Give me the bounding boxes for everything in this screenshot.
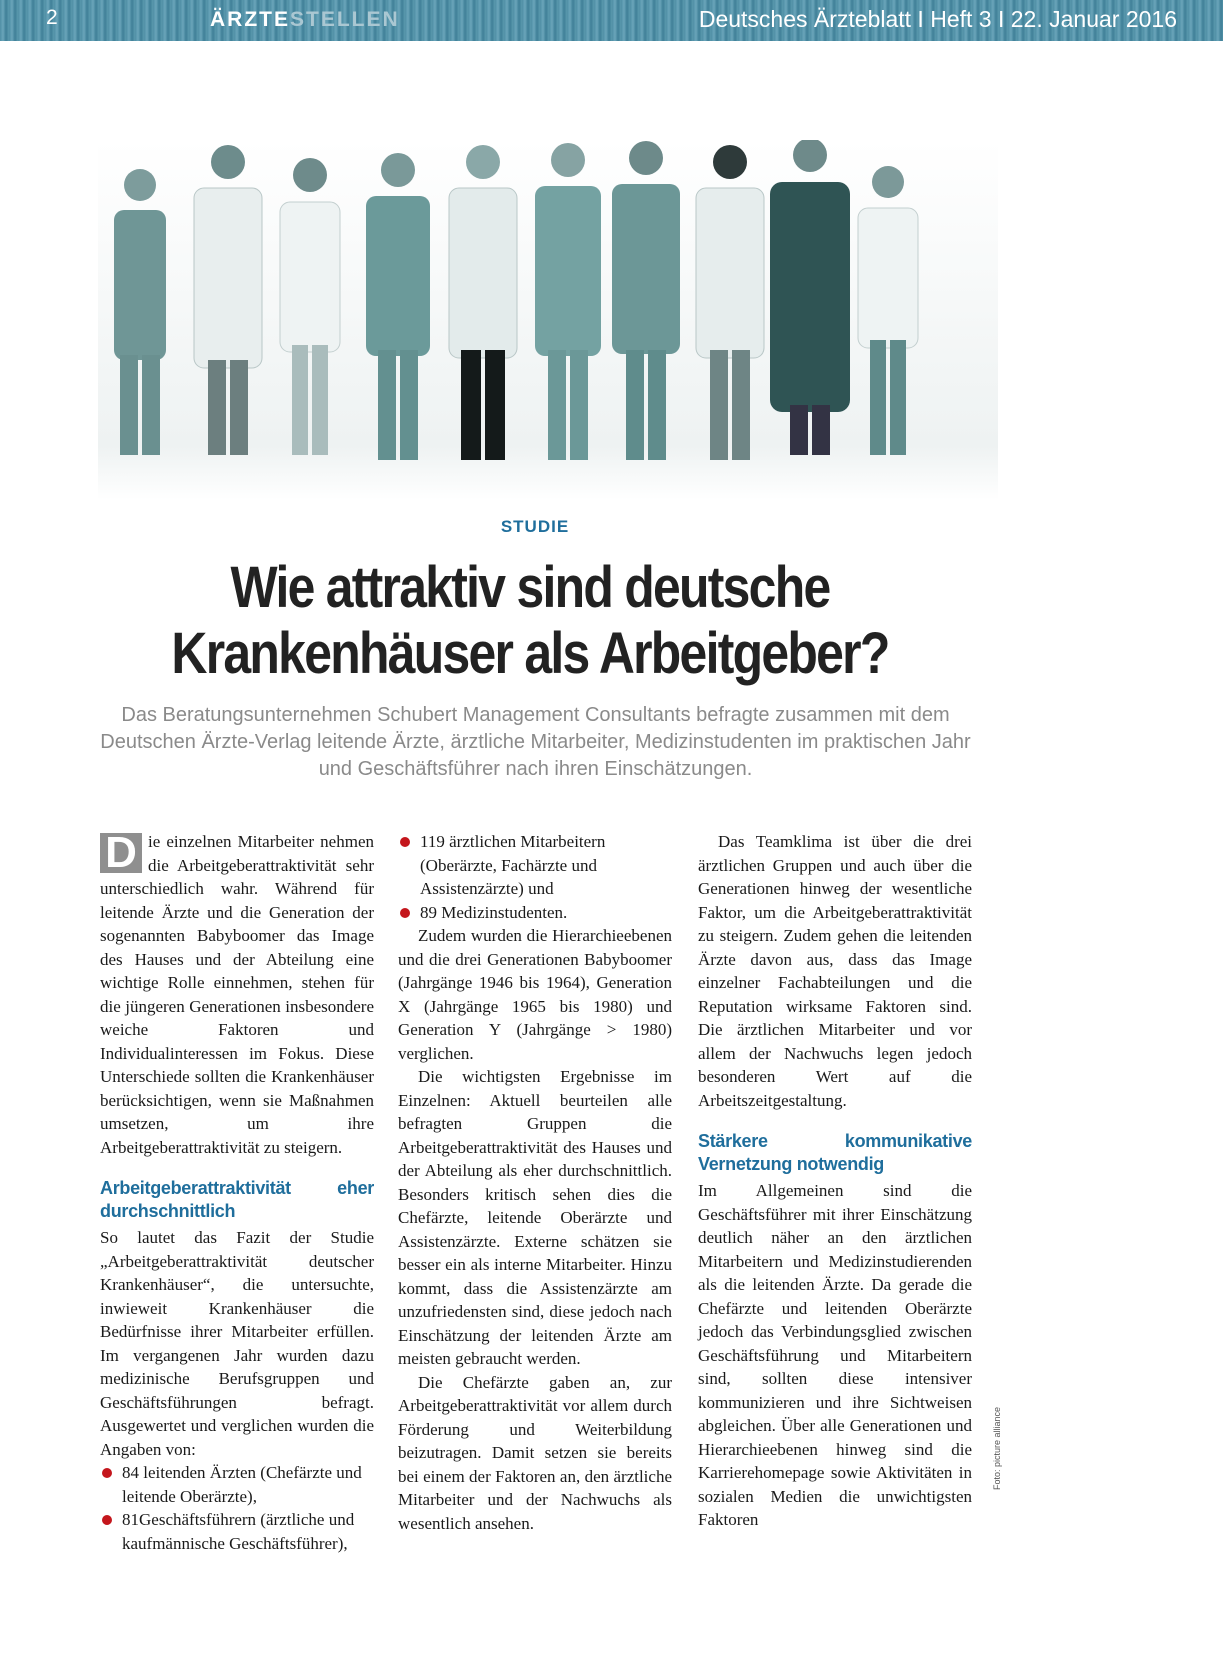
list-item-text: 89 Medizinstudenten. (420, 902, 568, 922)
drop-cap: D (100, 833, 142, 873)
paragraph: Zudem wurden die Hierarchieebenen und die drei Generationen Babyboomer (Jahrgänge 1946 bis 1964), Generation X (Jahrgänge 1965 bis 1980) und Generation Y (Jahrgänge > 1980) verglichen. (398, 926, 672, 1063)
paragraph: Im Allgemeinen sind die Geschäftsführer mit ihrer Einschätzung deutlich näher an den ärztlichen Mitarbeitern und Medizinstudierenden als die leitenden Ärzte. Da gerade die Chefärzte und leitenden Oberärzte jedoch das Verbindungsglied zwischen Geschäftsführung und Mitarbeitern sind, sollten diese intensiver kommunizieren und ihre Sichtweisen abgleichen. Über alle Generationen und Hierarchieebenen hinweg sind die Karrierehomepage sowie Aktivitäten in sozialen Medien die unwichtigsten Faktoren (698, 1181, 972, 1529)
headline-line-1: Wie attraktiv sind deutsche (230, 555, 830, 620)
brand-part1: ÄRZTE (210, 8, 290, 31)
article-lead: Das Beratungsunternehmen Schubert Management Consultants befragte zusammen mit dem Deutschen Ärzte-Verlag leitende Ärzte, ärztliche Mitarbeiter, Medizinstudenten im praktischen Jahr und Geschäftsführer nach ihren Einschätzungen. (100, 704, 971, 780)
subheading-1: Arbeitgeberattraktivität eher durchschnittlich (100, 1178, 374, 1221)
list-item-text: 119 ärztlichen Mitarbeitern (Oberärzte, Fachärzte und Assistenzärzte) und (420, 832, 606, 898)
bullet-icon (400, 837, 410, 847)
group-of-doctors-photo (98, 140, 998, 500)
headline-line-2: Krankenhäuser als Arbeitgeber? (171, 621, 889, 686)
page-header (0, 0, 1223, 41)
page-number: 2 (46, 6, 58, 29)
photo-credit: Foto: picture alliance (992, 1406, 1002, 1490)
subheading-2: Stärkere kommunikative Vernetzung notwendig (698, 1131, 972, 1174)
paragraph: So lautet das Fazit der Studie „Arbeitgeberattraktivität deutscher Krankenhäuser“, die untersuchte, inwieweit Krankenhäuser die Bedürfnisse ihrer Mitarbeiter erfüllen. Im vergangenen Jahr wurden dazu medizinische Berufsgruppen und Geschäftsführungen befragt. Ausgewertet und verglichen wurden die Angaben von: (100, 1228, 374, 1459)
list-item-text: 81Geschäftsführern (ärztliche und kaufmännische Geschäftsführer), (122, 1510, 355, 1553)
brand-part2: STELLEN (290, 8, 400, 31)
column-1 (100, 830, 374, 1555)
issue-info: Deutsches Ärzteblatt I Heft 3 I 22. Januar 2016 (698, 6, 1177, 32)
article-kicker: STUDIE (500, 517, 570, 536)
paragraph: Das Teamklima ist über die drei ärztlichen Gruppen und auch über die Generationen hinweg der wesentliche Faktor, um die Arbeitgeberattraktivität zu steigern. Zudem gehen die leitenden Ärzte davon aus, dass das Image einzelner Fachabteilungen und die Reputation wirksame Faktoren sind. Die ärztlichen Mitarbeiter und vor allem der Nachwuchs legen jedoch besonderen Wert auf die Arbeitszeitgestaltung. (698, 832, 972, 1110)
paragraph: Die wichtigsten Ergebnisse im Einzelnen: Aktuell beurteilen alle befragten Gruppen die Arbeitgeberattraktivität des Hauses und der Abteilung als eher durchschnittlich. Besonders kritisch sehen dies die Chefärzte, leitende Oberärzte und Assistenzärzte. Externe schätzen sie besser ein als interne Mitarbeiter. Hinzu kommt, dass die Assistenzärzte am unzufriedensten sind, diese jedoch nach Einschätzung der leitenden Ärzte am meisten gebraucht werden. (398, 1067, 672, 1368)
paragraph: Die Chefärzte gaben an, zur Arbeitgeberattraktivität vor allem durch Förderung und Weiterbildung beizutragen. Damit setzen sie bereits bei einem der Faktoren an, den ärztliche Mitarbeiter und der Nachwuchs als wesentlich ansehen. (398, 1372, 672, 1533)
column-2 (398, 830, 672, 1535)
list-item-text: 84 leitenden Ärzten (Chefärzte und leitende Oberärzte), (122, 1463, 362, 1506)
bullet-list (100, 1461, 374, 1555)
list-item (398, 901, 672, 925)
list-item (100, 1461, 374, 1508)
list-item (100, 1508, 374, 1555)
section-brand (210, 8, 400, 32)
bullet-icon (102, 1468, 112, 1478)
article-headline (143, 555, 917, 687)
column-3 (698, 830, 972, 1532)
paragraph-text: ie einzelnen Mitarbeiter nehmen die Arbeitgeberattraktivität sehr unterschiedlich wahr. Während für leitende Ärzte und die Generation der sogenannten Babyboomer das Image des Hauses und der Abteilung eine wichtige Rolle einnehmen, stehen für die jüngeren Generationen insbesondere weiche Faktoren und Individualinteressen im Fokus. Diese Unterschiede sollten die Krankenhäuser berücksichtigen, wenn sie Maßnahmen umsetzen, um ihre Arbeitgeberattraktivität zu steigern. (100, 832, 374, 1157)
bullet-list (398, 830, 672, 924)
list-item (398, 830, 672, 901)
bullet-icon (400, 908, 410, 918)
bullet-icon (102, 1515, 112, 1525)
paragraph (100, 830, 374, 1159)
